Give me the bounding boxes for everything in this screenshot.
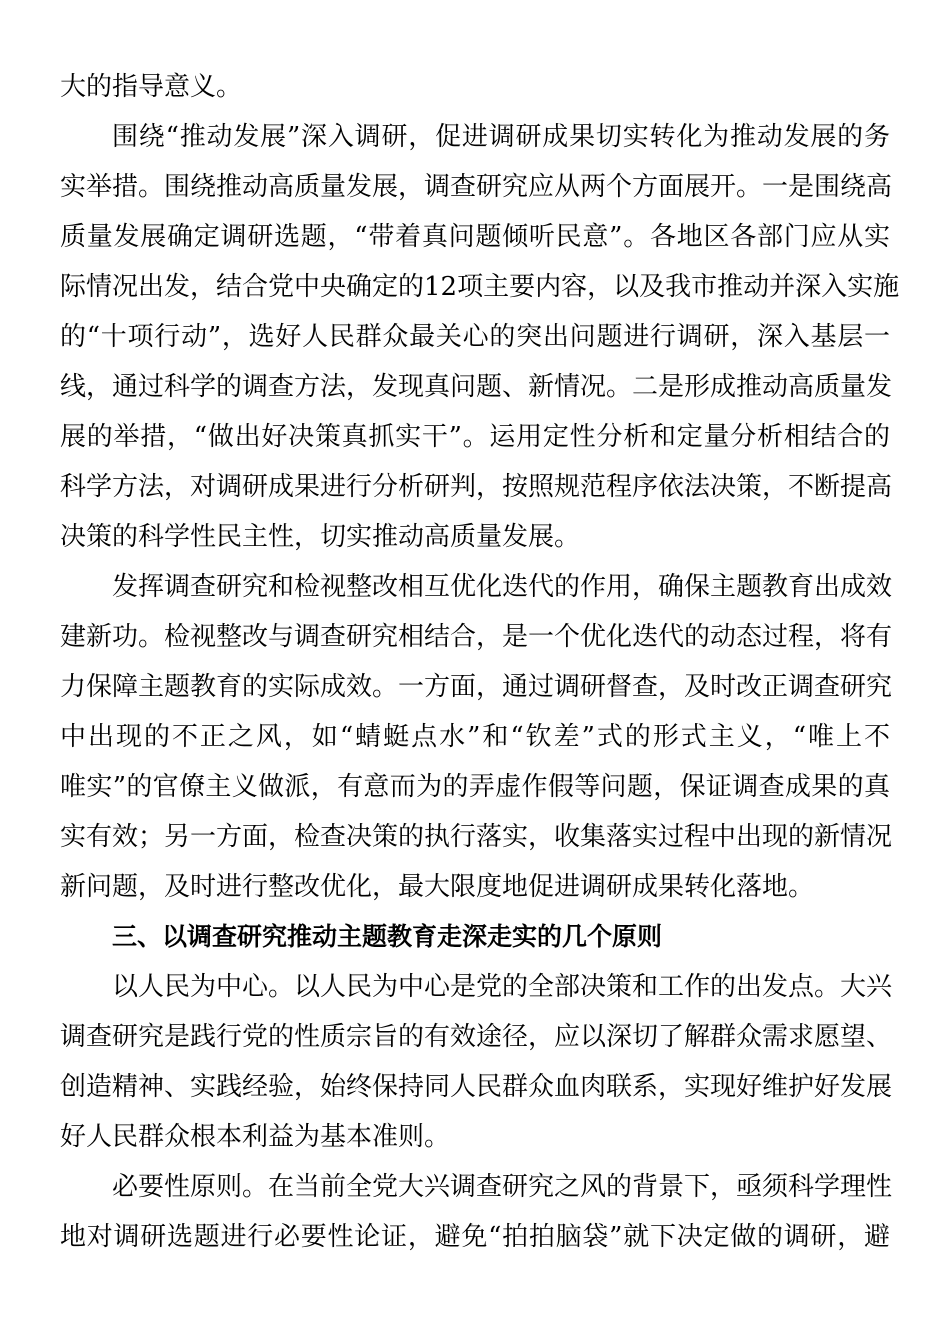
paragraph-line: 大的指导意义。 — [60, 72, 243, 102]
paragraph-line: 创造精神、实践经验，始终保持同人民群众血肉联系，实现好维护好发展 — [60, 1072, 893, 1102]
paragraph-line: 线，通过科学的调查方法，发现真问题、新情况。二是形成推动高质量发 — [60, 372, 893, 402]
paragraph-line: 质量发展确定调研选题，“带着真问题倾听民意”。各地区各部门应从实 — [60, 222, 890, 252]
paragraph-line: 发挥调查研究和检视整改相互优化迭代的作用，确保主题教育出成效 — [112, 572, 893, 602]
paragraph-line: 建新功。检视整改与调查研究相结合，是一个优化迭代的动态过程，将有 — [60, 622, 893, 652]
paragraph-line: 的“十项行动”，选好人民群众最关心的突出问题进行调研，深入基层一 — [60, 322, 890, 352]
paragraph-line: 围绕“推动发展”深入调研，促进调研成果切实转化为推动发展的务 — [112, 122, 890, 152]
paragraph-line: 实有效；另一方面，检查决策的执行落实，收集落实过程中出现的新情况 — [60, 822, 893, 852]
paragraph-line: 展的举措，“做出好决策真抓实干”。运用定性分析和定量分析相结合的 — [60, 422, 890, 452]
section-heading: 三、以调查研究推动主题教育走深走实的几个原则 — [112, 922, 663, 951]
paragraph-line: 以人民为中心。以人民为中心是党的全部决策和工作的出发点。大兴 — [112, 972, 893, 1002]
paragraph-line: 中出现的不正之风，如“蜻蜓点水”和“钦差”式的形式主义，“唯上不 — [60, 722, 890, 752]
paragraph-line: 地对调研选题进行必要性论证，避免“拍拍脑袋”就下决定做的调研，避 — [60, 1222, 890, 1252]
paragraph-line: 实举措。围绕推动高质量发展，调查研究应从两个方面展开。一是围绕高 — [60, 172, 893, 202]
paragraph-line: 调查研究是践行党的性质宗旨的有效途径，应以深切了解群众需求愿望、 — [60, 1022, 893, 1052]
paragraph-line: 好人民群众根本利益为基本准则。 — [60, 1122, 451, 1152]
paragraph-line: 必要性原则。在当前全党大兴调查研究之风的背景下，亟须科学理性 — [112, 1172, 893, 1202]
paragraph-line: 新问题，及时进行整改优化，最大限度地促进调研成果转化落地。 — [60, 872, 815, 902]
paragraph-line: 科学方法，对调研成果进行分析研判，按照规范程序依法决策，不断提高 — [60, 472, 893, 502]
paragraph-line: 际情况出发，结合党中央确定的12项主要内容，以及我市推动并深入实施 — [60, 272, 900, 302]
paragraph-line: 力保障主题教育的实际成效。一方面，通过调研督查，及时改正调查研究 — [60, 672, 893, 702]
paragraph-line: 唯实”的官僚主义做派，有意而为的弄虚作假等问题，保证调查成果的真 — [60, 772, 890, 802]
paragraph-line: 决策的科学性民主性，切实推动高质量发展。 — [60, 522, 581, 552]
